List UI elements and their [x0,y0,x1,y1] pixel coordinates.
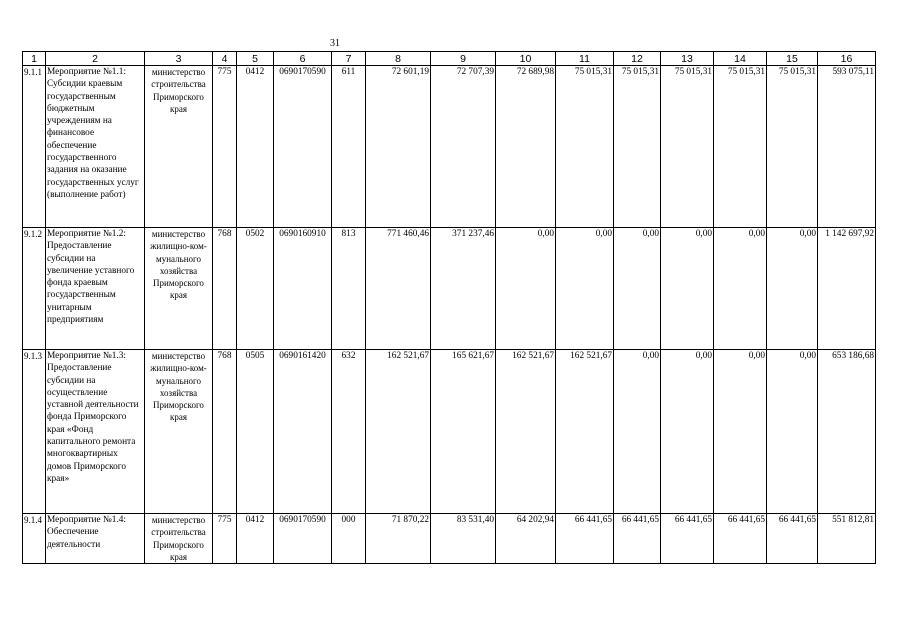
event-name: Мероприятие №1.1: Субсидии краевым государственным бюджетным учреждениям на финансовое обеспечение государственного задания на оказание государственных услуг (выполнение работ) [46,66,145,228]
budget-table [22,51,876,564]
event-name: Мероприятие №1.4: Обеспечение деятельности [46,514,145,564]
code-cell: 0502 [237,228,274,350]
value-cell: 75 015,31 [614,66,661,228]
row-number: 9.1.1 [23,66,46,228]
value-cell: 66 441,65 [767,514,818,564]
code-cell: 0690170590 [274,66,332,228]
value-cell: 66 441,65 [661,514,714,564]
value-cell: 0,00 [714,350,767,514]
total-cell: 653 186,68 [818,350,876,514]
code-cell: 768 [213,350,237,514]
value-cell: 72 707,39 [431,66,496,228]
header-cell: 15 [767,52,818,66]
value-cell: 66 441,65 [556,514,614,564]
header-cell: 10 [496,52,556,66]
total-cell: 593 075,11 [818,66,876,228]
header-cell: 16 [818,52,876,66]
total-cell: 551 812,81 [818,514,876,564]
event-name: Мероприятие №1.2: Предоставление субсидии на увеличение уставного фонда краевым государственным унитарным предприятиям [46,228,145,350]
value-cell: 0,00 [556,228,614,350]
code-cell: 0690170590 [274,514,332,564]
responsible-org: министерство строительства Приморского края [145,66,213,228]
value-cell: 0,00 [714,228,767,350]
header-cell: 14 [714,52,767,66]
header-cell: 2 [46,52,145,66]
value-cell: 75 015,31 [767,66,818,228]
value-cell: 75 015,31 [714,66,767,228]
code-cell: 768 [213,228,237,350]
value-cell: 0,00 [496,228,556,350]
value-cell: 71 870,22 [366,514,431,564]
value-cell: 162 521,67 [366,350,431,514]
value-cell: 0,00 [614,350,661,514]
row-number: 9.1.4 [23,514,46,564]
value-cell: 64 202,94 [496,514,556,564]
code-cell: 775 [213,514,237,564]
value-cell: 83 531,40 [431,514,496,564]
value-cell: 72 601,19 [366,66,431,228]
code-cell: 0690160910 [274,228,332,350]
header-cell: 5 [237,52,274,66]
header-cell: 3 [145,52,213,66]
table-row [23,228,876,350]
code-cell: 813 [332,228,366,350]
value-cell: 165 621,67 [431,350,496,514]
value-cell: 0,00 [767,350,818,514]
responsible-org: министерство строительства Приморского края [145,514,213,564]
header-cell: 12 [614,52,661,66]
value-cell: 162 521,67 [556,350,614,514]
value-cell: 75 015,31 [661,66,714,228]
value-cell: 371 237,46 [431,228,496,350]
code-cell: 0505 [237,350,274,514]
row-number: 9.1.3 [23,350,46,514]
code-cell: 0412 [237,66,274,228]
header-cell: 8 [366,52,431,66]
header-cell: 9 [431,52,496,66]
code-cell: 000 [332,514,366,564]
value-cell: 771 460,46 [366,228,431,350]
header-cell: 11 [556,52,614,66]
total-cell: 1 142 697,92 [818,228,876,350]
code-cell: 775 [213,66,237,228]
value-cell: 66 441,65 [614,514,661,564]
code-cell: 0690161420 [274,350,332,514]
responsible-org: министерство жилищно-ком-мунального хозяйства Приморского края [145,228,213,350]
header-cell: 13 [661,52,714,66]
page-number: 31 [330,38,340,49]
value-cell: 0,00 [661,350,714,514]
responsible-org: министерство жилищно-ком-мунального хозяйства Приморского края [145,350,213,514]
value-cell: 0,00 [767,228,818,350]
table-row [23,514,876,564]
table-row [23,350,876,514]
value-cell: 75 015,31 [556,66,614,228]
header-cell: 6 [274,52,332,66]
value-cell: 162 521,67 [496,350,556,514]
value-cell: 0,00 [661,228,714,350]
event-name: Мероприятие №1.3: Предоставление субсидии на осуществление уставной деятельности фонда Приморского края «Фонд капитального ремонта многоквартирных домов Приморского края» [46,350,145,514]
table-row [23,66,876,228]
code-cell: 632 [332,350,366,514]
value-cell: 72 689,98 [496,66,556,228]
row-number: 9.1.2 [23,228,46,350]
code-cell: 611 [332,66,366,228]
header-cell: 7 [332,52,366,66]
header-cell: 1 [23,52,46,66]
value-cell: 66 441,65 [714,514,767,564]
header-row [23,52,876,66]
value-cell: 0,00 [614,228,661,350]
header-cell: 4 [213,52,237,66]
code-cell: 0412 [237,514,274,564]
